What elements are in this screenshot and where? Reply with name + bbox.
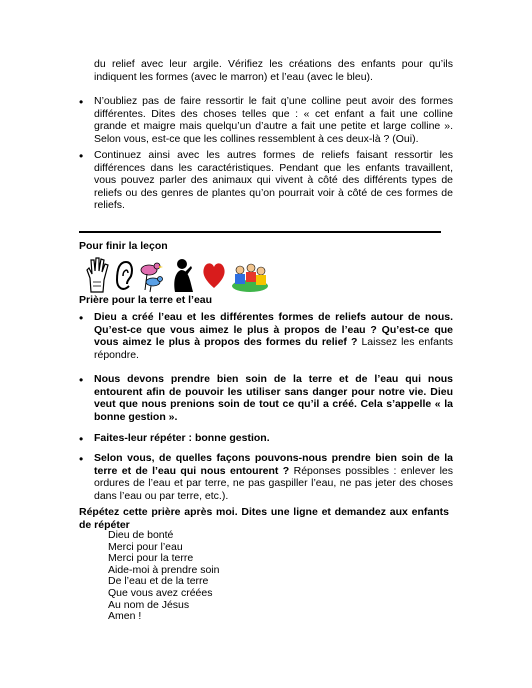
prayer-line: Aide-moi à prendre soin [108, 563, 220, 576]
prayer-line: Merci pour l’eau [108, 540, 183, 553]
heart-icon [201, 256, 227, 294]
prayer-bullet-3: Faites-leur répéter : bonne gestion. [94, 432, 270, 444]
children-group-icon [231, 256, 269, 294]
prayer-bullet-1: Dieu a créé l’eau et les différentes formes de reliefs autour de nous. Qu’est-ce que vous aimez le plus à propos de l’eau ? Qu’est-ce que vous aimez le plus à propos des formes du relief ? Laissez les enfants répondre. [94, 311, 454, 361]
bullet-marker: • [79, 452, 84, 466]
prayer-title: Prière pour la terre et l’eau [79, 294, 213, 306]
prayer-line: Au nom de Jésus [108, 598, 190, 611]
prayer-bullet-4: Selon vous, de quelles façons pouvons-nous prendre bien soin de la terre et de l’eau qui nous entourent ? Réponses possibles : enlever les ordures de l’eau et par terre, ne pas gaspiller l’eau, ne pas jeter des choses dans l’eau ou par terre, etc.). [94, 452, 453, 502]
activity-icons [85, 256, 270, 294]
bullet-marker: • [79, 432, 84, 446]
prayer-line: Que vous avez créées [108, 586, 213, 599]
birds-icon [137, 256, 169, 294]
bullet-marker: • [79, 149, 84, 163]
prayer-line: De l’eau et de la terre [108, 575, 209, 588]
ear-icon [113, 256, 135, 294]
prayer-line: Amen ! [108, 610, 142, 623]
praying-person-icon [169, 256, 197, 294]
section-title: Pour finir la leçon [79, 240, 168, 252]
bullet-marker: • [79, 95, 84, 109]
prayer-bullet-2: Nous devons prendre bien soin de la terre et de l’eau qui nous entourent afin de pouvoir les utiliser sans danger pour notre vie. Dieu veut que nous prenions soin de tout ce qu’il a créé. Cela s’appelle « la bonne gestion ». [94, 373, 453, 423]
bullet-marker: • [79, 373, 84, 387]
top-paragraph-1: du relief avec leur argile. Vérifiez les créations des enfants pour qu’ils indiquent les formes (avec le marron) et l’eau (avec le bleu). [94, 58, 453, 83]
hand-icon [85, 256, 109, 294]
top-paragraph-3: Continuez ainsi avec les autres formes de reliefs faisant ressortir les différences dans les caractéristiques. Pendant que les enfants travaillent, vous pouvez parler des animaux qui vivent à côté des différents types de reliefs ou des genres de plantes qu’on pourrait voir à côté de ces formes de reliefs. [94, 149, 453, 212]
prayer-line: Dieu de bonté [108, 529, 174, 541]
section-divider [79, 231, 441, 233]
repeat-instruction: Répétez cette prière après moi. Dites une ligne et demandez aux enfants de répéter [79, 506, 449, 531]
top-paragraph-2: N’oubliez pas de faire ressortir le fait q’une colline peut avoir des formes différentes. Dites des choses telles que : « cet enfant a fait une colline grande et maigre mais quelqu’un d’autre a fait une petite et large colline ». Selon vous, est-ce que les collines ressemblent à ces deux-là ? (Oui). [94, 95, 453, 145]
prayer-lines [108, 530, 219, 623]
bullet-marker: • [79, 311, 84, 325]
prayer-line: Merci pour la terre [108, 552, 194, 565]
